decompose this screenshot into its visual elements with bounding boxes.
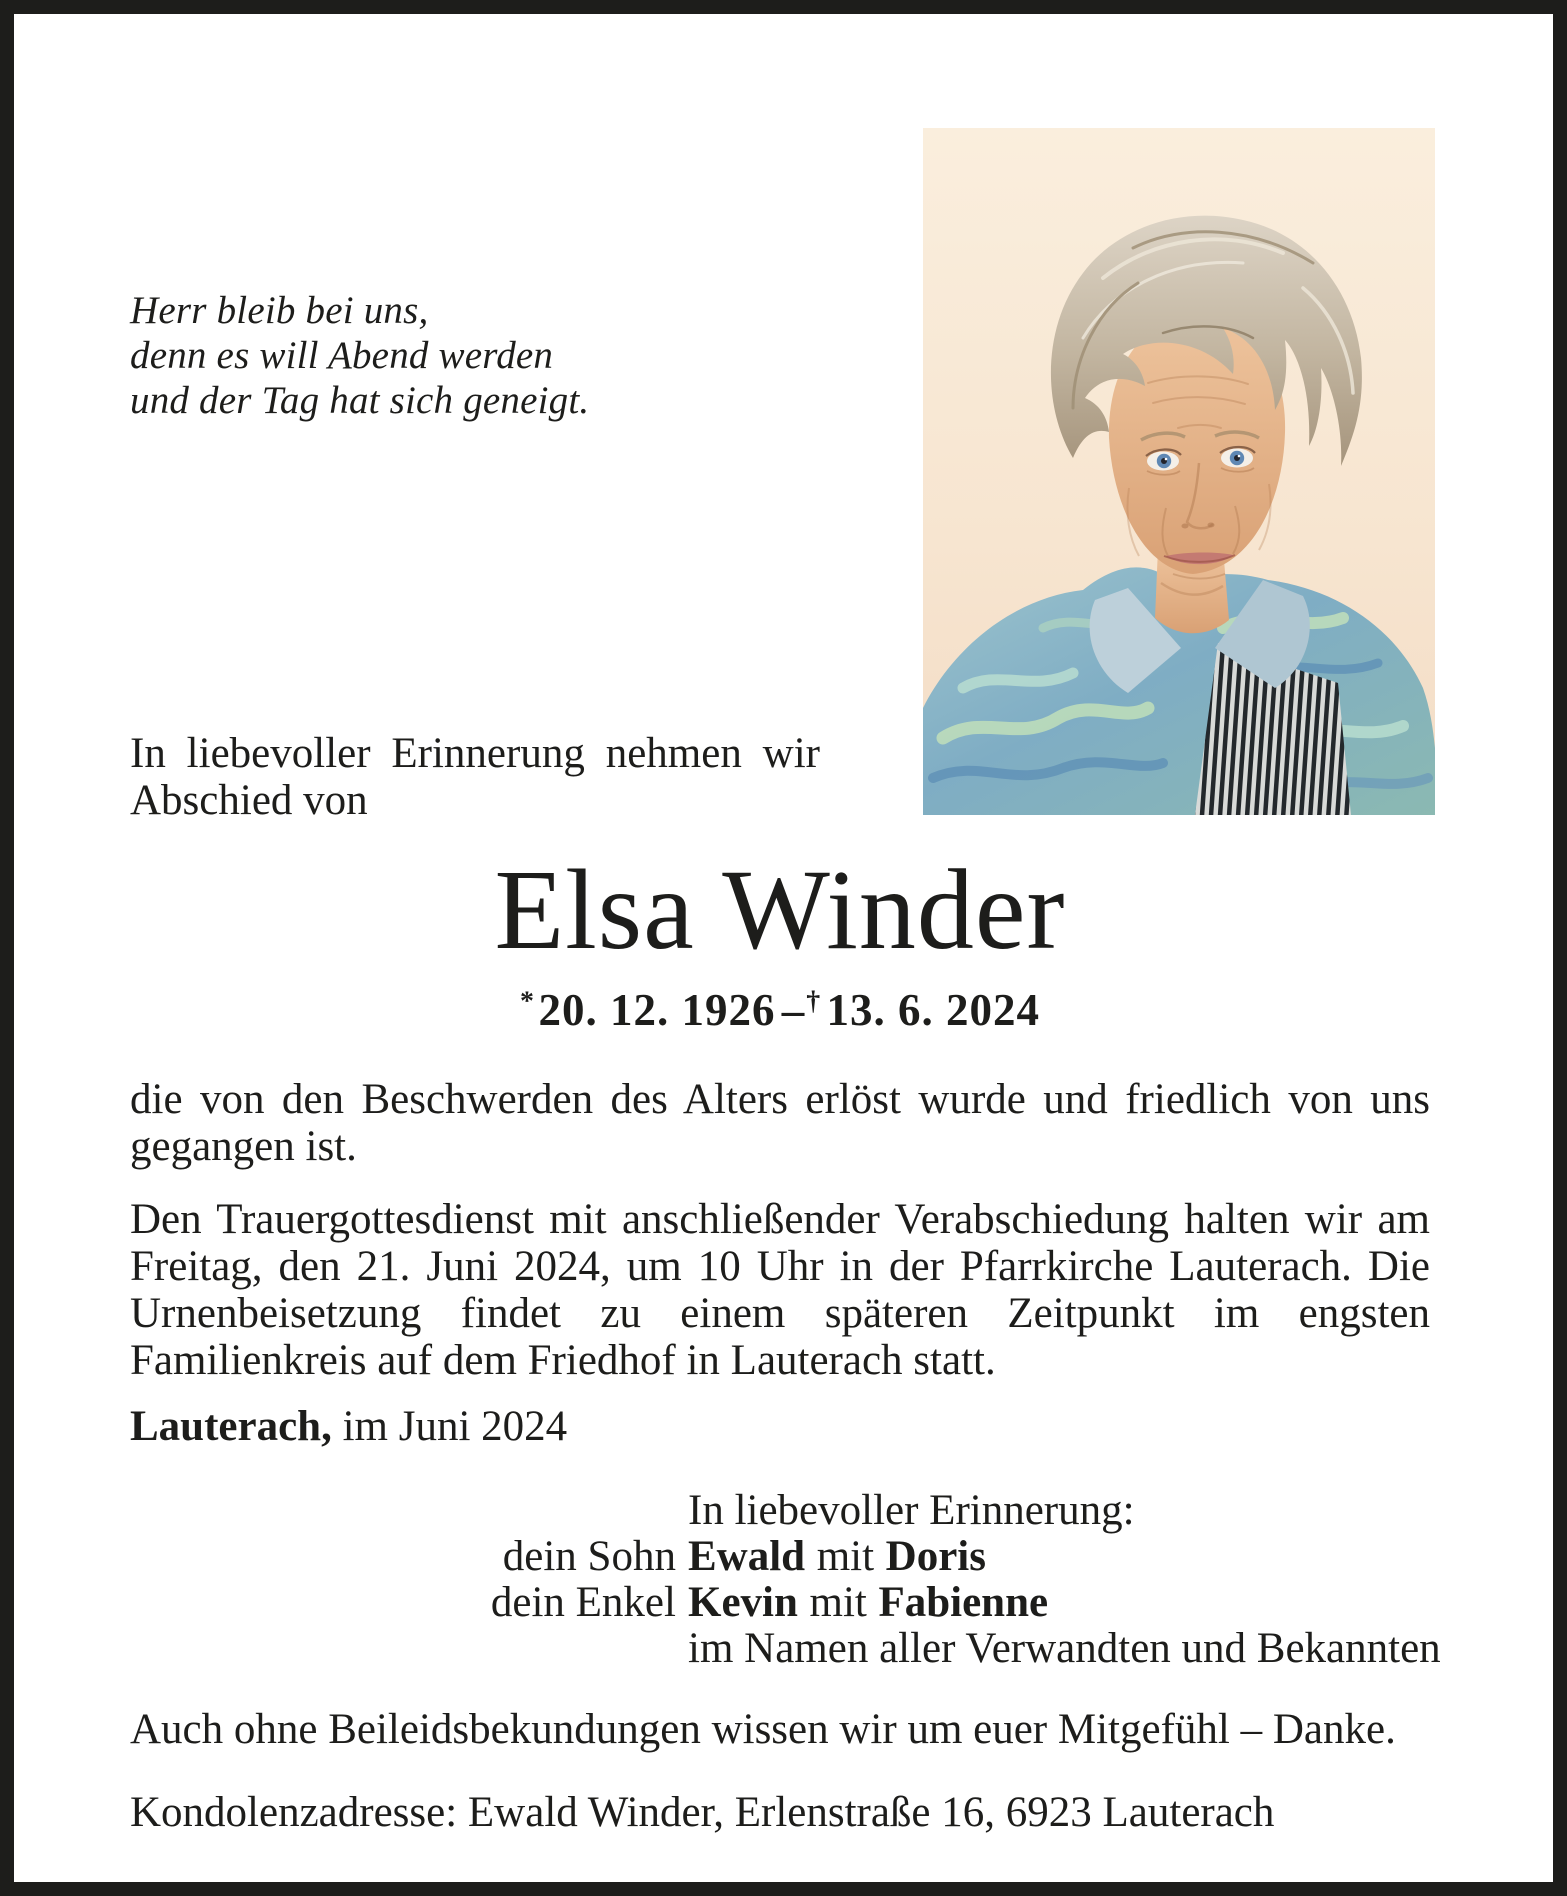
place-dateline bbox=[130, 1402, 567, 1451]
family-member-name: Fabienne bbox=[878, 1579, 1049, 1626]
place-name: Lauterach, bbox=[130, 1403, 332, 1450]
condolence-address: Kondolenzadresse: Ewald Winder, Erlenstraße 16, 6923 Lauterach bbox=[130, 1789, 1275, 1836]
opening-verse bbox=[130, 288, 589, 423]
relation-label: dein Sohn bbox=[502, 1533, 676, 1580]
death-date: 13. 6. 2024 bbox=[826, 985, 1041, 1035]
dates-separator: – bbox=[781, 985, 806, 1035]
connector-word: mit bbox=[816, 1533, 875, 1580]
service-paragraph: Den Trauergottesdienst mit anschließender Verabschiedung halten wir am Freitag, den 21. Juni 2024, um 10 Uhr in der Pfarrkirche Lauterach. Die Urnenbeisetzung findet zu einem späteren Zeitpunkt im engsten Familienkreis auf dem Friedhof in Lauterach statt. bbox=[130, 1196, 1430, 1384]
connector-word: mit bbox=[809, 1579, 867, 1626]
family-member-name: Kevin bbox=[688, 1579, 798, 1626]
month-year: im Juni 2024 bbox=[342, 1403, 568, 1450]
verse-line: denn es will Abend werden bbox=[130, 334, 554, 377]
intro-text: In liebevoller Erinnerung nehmen wir Abschied von bbox=[130, 730, 820, 824]
life-dates bbox=[130, 984, 1430, 1036]
farewell-paragraph: die von den Beschwerden des Alters erlöst wurde und friedlich von uns gegangen ist. bbox=[130, 1076, 1430, 1170]
deceased-name: Elsa Winder bbox=[494, 846, 1066, 973]
relation-label: dein Enkel bbox=[490, 1579, 676, 1626]
remembrance-heading: In liebevoller Erinnerung: bbox=[688, 1487, 1135, 1534]
family-member-name: Ewald bbox=[688, 1533, 806, 1580]
portrait-photo bbox=[923, 128, 1435, 815]
thanks-line: Auch ohne Beileidsbekundungen wissen wir um euer Mitgefühl – Danke. bbox=[130, 1706, 1396, 1753]
death-symbol: † bbox=[806, 985, 822, 1017]
verse-line: und der Tag hat sich geneigt. bbox=[130, 379, 590, 422]
verse-line: Herr bleib bei uns, bbox=[130, 289, 429, 332]
family-line bbox=[130, 1534, 1470, 1580]
family-member-name: Doris bbox=[885, 1533, 986, 1580]
birth-symbol: * bbox=[519, 985, 535, 1017]
family-line bbox=[130, 1580, 1470, 1626]
remembrance-block bbox=[130, 1488, 1470, 1672]
birth-date: 20. 12. 1926 bbox=[538, 985, 776, 1035]
remembrance-closing: im Namen aller Verwandten und Bekannten bbox=[688, 1625, 1441, 1672]
remembrance-heading-line bbox=[130, 1488, 1470, 1534]
remembrance-closing-line bbox=[130, 1626, 1470, 1672]
